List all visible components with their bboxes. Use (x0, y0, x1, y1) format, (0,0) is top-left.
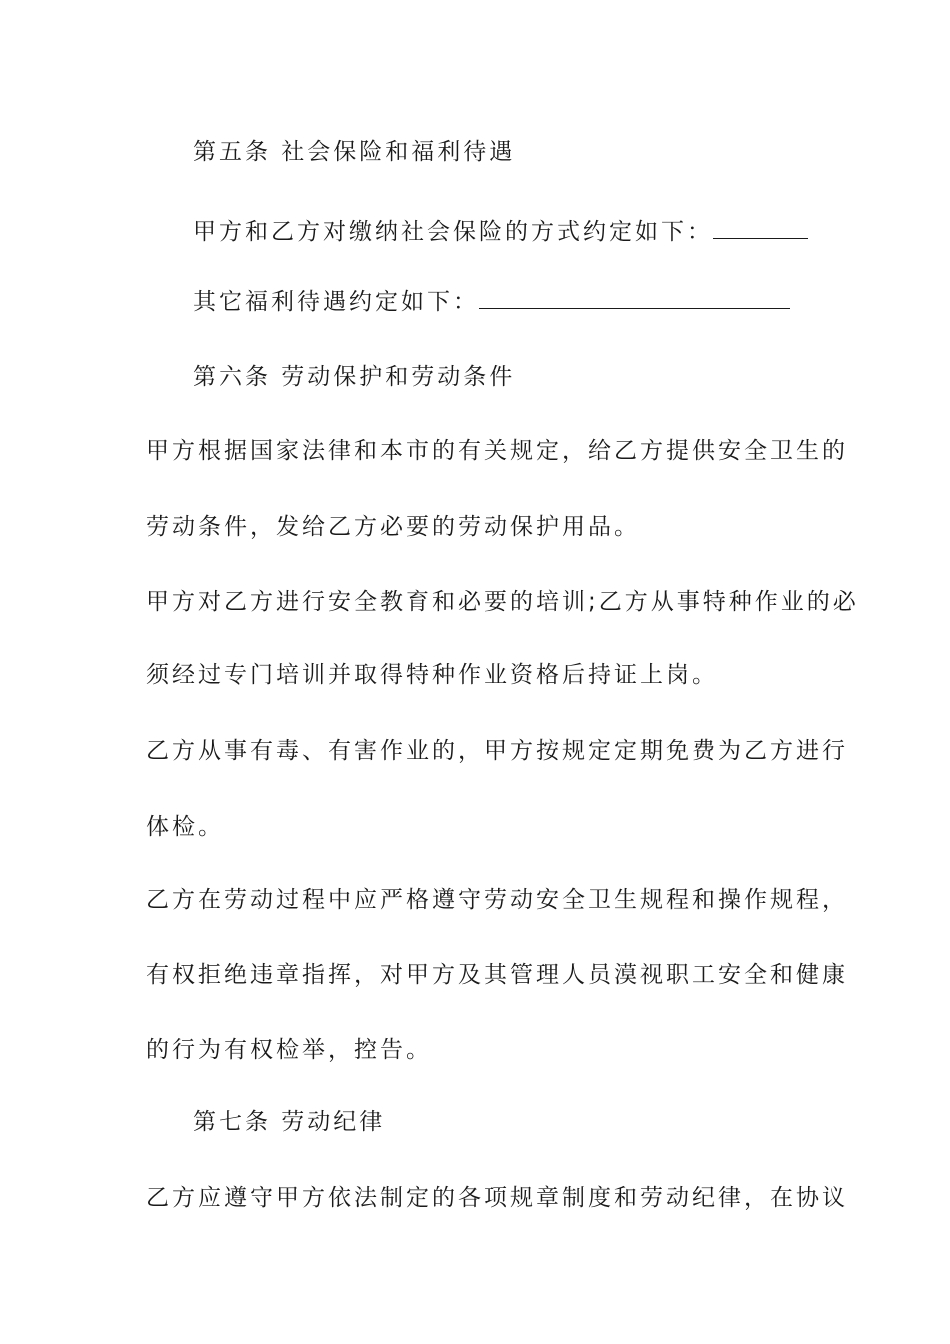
insurance-blank-field[interactable] (713, 216, 808, 239)
paragraph-line: 甲方对乙方进行安全教育和必要的培训;乙方从事特种作业的必 (146, 589, 859, 615)
section6-heading: 第六条 劳动保护和劳动条件 (193, 364, 516, 390)
paragraph-line: 的行为有权检举，控告。 (146, 1037, 432, 1063)
paragraph-line: 甲方根据国家法律和本市的有关规定，给乙方提供安全卫生的 (146, 438, 848, 464)
insurance-clause-line (193, 216, 808, 247)
section7-heading: 第七条 劳动纪律 (193, 1109, 386, 1135)
paragraph-line: 乙方在劳动过程中应严格遵守劳动安全卫生规程和操作规程， (146, 887, 848, 913)
paragraph-line: 体检。 (146, 814, 224, 840)
paragraph-line: 劳动条件，发给乙方必要的劳动保护用品。 (146, 514, 640, 540)
insurance-clause-text: 甲方和乙方对缴纳社会保险的方式约定如下： (193, 219, 713, 245)
paragraph-line: 须经过专门培训并取得特种作业资格后持证上岗。 (146, 662, 718, 688)
paragraph-line: 乙方从事有毒、有害作业的，甲方按规定定期免费为乙方进行 (146, 738, 848, 764)
paragraph-line: 乙方应遵守甲方依法制定的各项规章制度和劳动纪律，在协议 (146, 1185, 848, 1211)
section5-heading: 第五条 社会保险和福利待遇 (193, 139, 516, 165)
welfare-blank-field[interactable] (479, 286, 790, 309)
welfare-clause-line (193, 286, 790, 317)
paragraph-line: 有权拒绝违章指挥，对甲方及其管理人员漠视职工安全和健康 (146, 962, 848, 988)
welfare-clause-text: 其它福利待遇约定如下： (193, 289, 479, 315)
